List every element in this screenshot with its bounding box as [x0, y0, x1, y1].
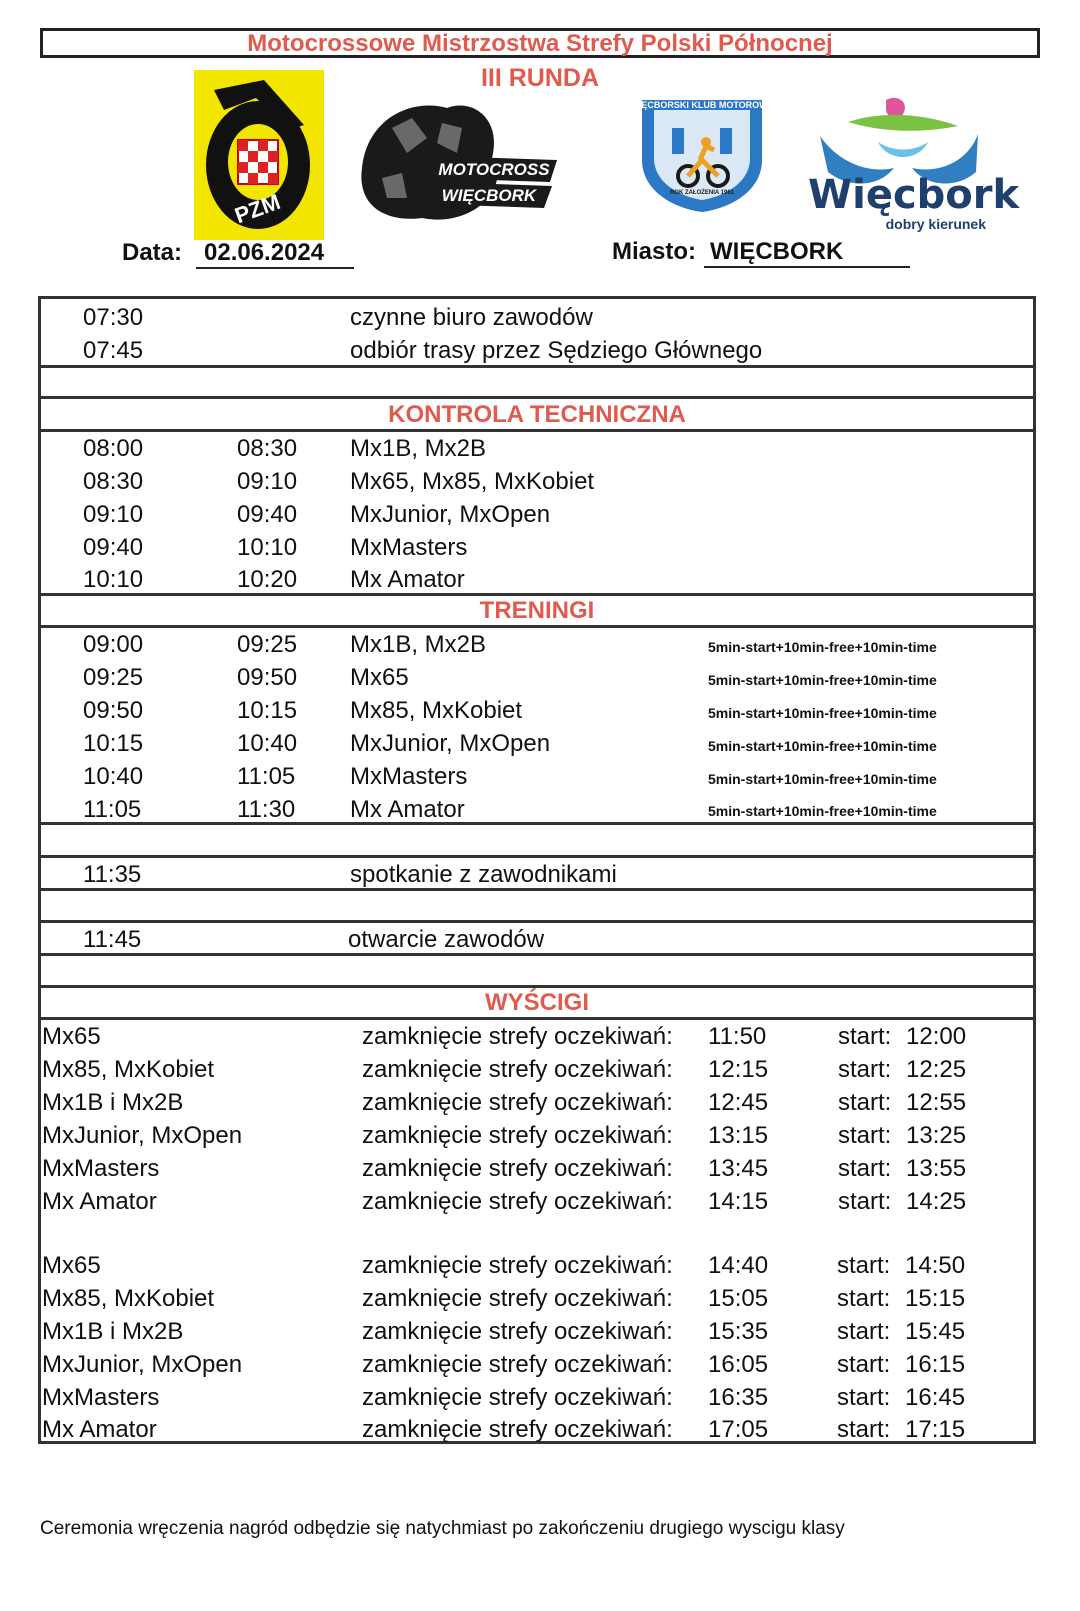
race-close-label: zamknięcie strefy oczekiwań: [362, 1155, 673, 1182]
race-class: MxMasters [42, 1155, 160, 1182]
race-class: Mx Amator [42, 1188, 157, 1215]
footer-note: Ceremonia wręczenia nagród odbędzie się natychmiast po zakończeniu drugiego wyscigu klasy [40, 1518, 845, 1539]
opening-time: 11:45 [83, 926, 142, 953]
opening-text: otwarcie zawodów [348, 926, 545, 953]
divider [38, 365, 1036, 368]
trening-from: 09:50 [83, 697, 144, 724]
svg-text:WIĘCBORK: WIĘCBORK [441, 186, 537, 205]
race-start-time: 15:15 [905, 1285, 966, 1312]
svg-text:WIĘCBORSKI KLUB MOTOROWY: WIĘCBORSKI KLUB MOTOROWY [630, 100, 774, 110]
race-start-label: start: [837, 1351, 891, 1378]
divider [38, 953, 1036, 956]
race-start-time: 14:25 [906, 1188, 967, 1215]
trening-from: 09:25 [83, 664, 144, 691]
race-start-label: start: [837, 1384, 891, 1411]
race-start-time: 12:55 [906, 1089, 967, 1116]
kontrola-from: 10:10 [83, 566, 144, 593]
race-start-time: 12:00 [906, 1023, 967, 1050]
intro-time-2: 07:45 [83, 337, 144, 364]
divider [38, 1017, 1036, 1020]
trening-to: 10:15 [237, 697, 298, 724]
race-class: Mx Amator [42, 1416, 157, 1443]
divider [38, 822, 1036, 825]
section-title-kontrola: KONTROLA TECHNICZNA [388, 401, 686, 428]
race-close-time: 14:15 [708, 1188, 769, 1215]
kontrola-to: 10:10 [237, 534, 298, 561]
race-class: MxJunior, MxOpen [42, 1122, 243, 1149]
club-logo [622, 90, 782, 214]
race-start-time: 16:45 [905, 1384, 966, 1411]
race-start-time: 13:55 [906, 1155, 967, 1182]
trening-classes: MxMasters [350, 763, 468, 790]
kontrola-from: 09:10 [83, 501, 144, 528]
race-start-time: 15:45 [905, 1318, 966, 1345]
race-close-label: zamknięcie strefy oczekiwań: [362, 1122, 673, 1149]
divider [38, 920, 1036, 923]
trening-note: 5min-start+10min-free+10min-time [708, 705, 937, 721]
intro-text-2: odbiór trasy przez Sędziego Głównego [350, 337, 763, 364]
kontrola-classes: Mx65, Mx85, MxKobiet [350, 468, 595, 495]
trening-to: 11:30 [237, 796, 296, 823]
race-close-time: 15:05 [708, 1285, 769, 1312]
kontrola-classes: Mx1B, Mx2B [350, 435, 487, 462]
trening-classes: Mx65 [350, 664, 409, 691]
race-close-time: 17:05 [708, 1416, 769, 1443]
round-label: III RUNDA [480, 64, 600, 92]
race-start-label: start: [837, 1285, 891, 1312]
kontrola-from: 09:40 [83, 534, 144, 561]
race-start-time: 13:25 [906, 1122, 967, 1149]
date-value: 02.06.2024 [196, 239, 354, 269]
page-title: Motocrossowe Mistrzostwa Strefy Polski Północnej [40, 28, 1040, 58]
divider [38, 396, 1036, 399]
kontrola-classes: MxMasters [350, 534, 468, 561]
race-close-label: zamknięcie strefy oczekiwań: [362, 1188, 673, 1215]
race-close-time: 13:15 [708, 1122, 769, 1149]
trening-from: 10:40 [83, 763, 144, 790]
city-label: Miasto: [612, 238, 696, 265]
meeting-time: 11:35 [83, 861, 142, 888]
trening-to: 09:50 [237, 664, 298, 691]
race-close-label: zamknięcie strefy oczekiwań: [362, 1056, 673, 1083]
kontrola-from: 08:30 [83, 468, 144, 495]
race-close-time: 11:50 [708, 1023, 767, 1050]
race-close-label: zamknięcie strefy oczekiwań: [362, 1285, 673, 1312]
race-class: Mx1B i Mx2B [42, 1318, 184, 1345]
trening-from: 09:00 [83, 631, 144, 658]
race-close-time: 14:40 [708, 1252, 769, 1279]
race-class: Mx1B i Mx2B [42, 1089, 184, 1116]
divider [38, 593, 1036, 596]
race-start-label: start: [838, 1089, 892, 1116]
race-close-time: 16:05 [708, 1351, 769, 1378]
svg-text:PZM: PZM [231, 188, 284, 229]
race-class: Mx85, MxKobiet [42, 1285, 215, 1312]
kontrola-classes: MxJunior, MxOpen [350, 501, 551, 528]
svg-text:MOTOCROSS: MOTOCROSS [438, 160, 550, 179]
trening-classes: MxJunior, MxOpen [350, 730, 551, 757]
race-start-label: start: [837, 1416, 891, 1443]
pzm-logo [194, 70, 324, 240]
race-class: MxJunior, MxOpen [42, 1351, 243, 1378]
trening-note: 5min-start+10min-free+10min-time [708, 738, 937, 754]
race-start-label: start: [838, 1023, 892, 1050]
trening-classes: Mx Amator [350, 796, 465, 823]
wiecbork-town-logo [808, 92, 1020, 236]
race-start-label: start: [837, 1318, 891, 1345]
trening-note: 5min-start+10min-free+10min-time [708, 672, 937, 688]
race-start-label: start: [838, 1155, 892, 1182]
motocross-wiecbork-logo [352, 98, 562, 230]
trening-note: 5min-start+10min-free+10min-time [708, 771, 937, 787]
race-class: Mx65 [42, 1023, 101, 1050]
town-slogan: dobry kierunek [885, 216, 986, 232]
race-close-time: 16:35 [708, 1384, 769, 1411]
trening-from: 10:15 [83, 730, 144, 757]
race-start-time: 17:15 [905, 1416, 966, 1443]
race-start-label: start: [838, 1188, 892, 1215]
race-close-time: 13:45 [708, 1155, 769, 1182]
kontrola-to: 08:30 [237, 435, 298, 462]
trening-classes: Mx85, MxKobiet [350, 697, 523, 724]
race-class: Mx85, MxKobiet [42, 1056, 215, 1083]
race-close-label: zamknięcie strefy oczekiwań: [362, 1384, 673, 1411]
kontrola-to: 10:20 [237, 566, 298, 593]
divider [38, 888, 1036, 891]
race-close-label: zamknięcie strefy oczekiwań: [362, 1416, 673, 1443]
divider [38, 429, 1036, 432]
race-close-time: 12:15 [708, 1056, 769, 1083]
divider [38, 855, 1036, 858]
race-class: Mx65 [42, 1252, 101, 1279]
race-start-label: start: [837, 1252, 891, 1279]
race-close-label: zamknięcie strefy oczekiwań: [362, 1023, 673, 1050]
race-start-label: start: [838, 1122, 892, 1149]
section-title-treningi: TRENINGI [479, 597, 595, 624]
trening-to: 10:40 [237, 730, 298, 757]
divider [38, 625, 1036, 628]
race-close-label: zamknięcie strefy oczekiwań: [362, 1351, 673, 1378]
race-close-label: zamknięcie strefy oczekiwań: [362, 1089, 673, 1116]
intro-text-1: czynne biuro zawodów [350, 304, 593, 331]
race-close-label: zamknięcie strefy oczekiwań: [362, 1318, 673, 1345]
race-start-time: 14:50 [905, 1252, 966, 1279]
trening-classes: Mx1B, Mx2B [350, 631, 487, 658]
trening-to: 09:25 [237, 631, 298, 658]
town-name: Więcbork [808, 172, 1020, 218]
race-close-time: 15:35 [708, 1318, 769, 1345]
kontrola-to: 09:40 [237, 501, 298, 528]
race-start-time: 12:25 [906, 1056, 967, 1083]
kontrola-to: 09:10 [237, 468, 298, 495]
trening-note: 5min-start+10min-free+10min-time [708, 803, 937, 819]
intro-time-1: 07:30 [83, 304, 144, 331]
divider [38, 985, 1036, 988]
kontrola-from: 08:00 [83, 435, 144, 462]
race-start-label: start: [838, 1056, 892, 1083]
race-class: MxMasters [42, 1384, 160, 1411]
svg-text:ROK ZAŁOŻENIA 1961: ROK ZAŁOŻENIA 1961 [669, 190, 735, 196]
race-start-time: 16:15 [905, 1351, 966, 1378]
meeting-text: spotkanie z zawodnikami [350, 861, 617, 888]
section-title-wyscigi: WYŚCIGI [484, 989, 589, 1016]
city-value: WIĘCBORK [704, 238, 910, 268]
race-close-time: 12:45 [708, 1089, 769, 1116]
date-label: Data: [122, 239, 183, 266]
race-close-label: zamknięcie strefy oczekiwań: [362, 1252, 673, 1279]
trening-to: 11:05 [237, 763, 296, 790]
trening-from: 11:05 [83, 796, 142, 823]
kontrola-classes: Mx Amator [350, 566, 465, 593]
trening-note: 5min-start+10min-free+10min-time [708, 639, 937, 655]
